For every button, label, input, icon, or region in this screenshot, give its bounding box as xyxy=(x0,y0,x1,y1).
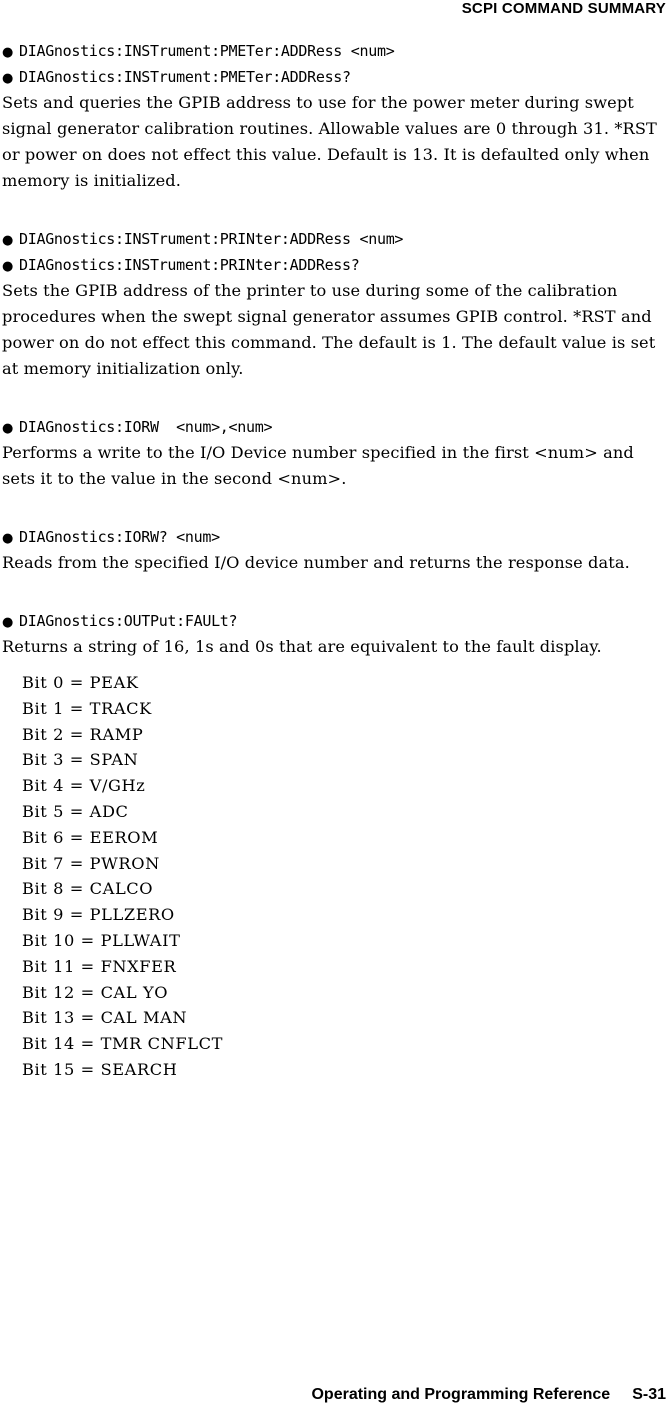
command-description: Performs a write to the I/O Device number specified in the first <num> and sets it to the value in the second <num>. xyxy=(2,443,634,488)
command-syntax: DIAGnostics:IORW <num>,<num> xyxy=(19,418,273,436)
bullet-icon: ● xyxy=(2,531,14,546)
fault-bit-item: Bit 7 = PWRON xyxy=(22,853,160,873)
command-syntax: DIAGnostics:INSTrument:PMETer:ADDRess <num> xyxy=(19,42,395,60)
entry-iorw xyxy=(2,414,666,492)
command-description: Sets and queries the GPIB address to use for the power meter during swept signal generator calibration routines. Allowable values are 0 through 31. *RST or power on does not effect this value. Default is 13. It is defaulted only when memory is initialized. xyxy=(2,93,657,190)
command-description: Reads from the specified I/O device number and returns the response data. xyxy=(2,553,630,572)
command-line xyxy=(2,252,666,278)
fault-bit-item: Bit 10 = PLLWAIT xyxy=(22,930,181,950)
fault-bit-item: Bit 2 = RAMP xyxy=(22,724,144,744)
command-line xyxy=(2,608,666,634)
bullet-icon: ● xyxy=(2,259,14,274)
fault-bit-item: Bit 13 = CAL MAN xyxy=(22,1008,188,1028)
command-syntax: DIAGnostics:INSTrument:PRINter:ADDRess <num> xyxy=(19,230,404,248)
command-syntax: DIAGnostics:OUTPut:FAULt? xyxy=(19,612,238,630)
fault-bit-item: Bit 15 = SEARCH xyxy=(22,1059,178,1079)
bullet-icon: ● xyxy=(2,71,14,86)
page-footer xyxy=(311,1384,666,1406)
fault-bit-item: Bit 12 = CAL YO xyxy=(22,982,169,1002)
fault-bit-item: Bit 4 = V/GHz xyxy=(22,776,146,796)
command-description: Sets the GPIB address of the printer to use during some of the calibration procedures when the swept signal generator assumes GPIB control. *RST and power on do not effect this command. The default is 1. The default value is set at memory initialization only. xyxy=(2,281,656,378)
entry-printer-address xyxy=(2,226,666,382)
entry-pmeter-address xyxy=(2,38,666,194)
command-line xyxy=(2,38,666,64)
bullet-icon: ● xyxy=(2,421,14,436)
footer-section-title: Operating and Programming Reference xyxy=(311,1386,611,1403)
command-syntax: DIAGnostics:IORW? <num> xyxy=(19,528,220,546)
command-line xyxy=(2,414,666,440)
fault-bit-item: Bit 8 = CALCO xyxy=(22,879,154,899)
fault-bit-item: Bit 14 = TMR CNFLCT xyxy=(22,1034,223,1054)
entry-output-fault xyxy=(2,608,666,1083)
fault-bit-item: Bit 0 = PEAK xyxy=(22,673,139,692)
page-number: S-31 xyxy=(632,1386,666,1403)
bullet-icon: ● xyxy=(2,45,14,60)
fault-bit-item: Bit 6 = EEROM xyxy=(22,827,159,847)
running-header: SCPI COMMAND SUMMARY xyxy=(461,0,666,17)
fault-bit-item: Bit 9 = PLLZERO xyxy=(22,905,175,925)
bullet-icon: ● xyxy=(2,233,14,248)
command-syntax: DIAGnostics:INSTrument:PMETer:ADDRess? xyxy=(19,68,351,86)
entry-iorw-query xyxy=(2,524,666,576)
fault-bit-list xyxy=(2,670,666,1083)
fault-bit-item: Bit 1 = TRACK xyxy=(22,698,152,718)
command-line xyxy=(2,226,666,252)
bullet-icon: ● xyxy=(2,615,14,630)
command-line xyxy=(2,64,666,90)
fault-bit-item: Bit 5 = ADC xyxy=(22,801,129,821)
fault-bit-item: Bit 3 = SPAN xyxy=(22,750,139,770)
fault-bit-item: Bit 11 = FNXFER xyxy=(22,956,177,976)
command-syntax: DIAGnostics:INSTrument:PRINter:ADDRess? xyxy=(19,256,360,274)
page-content xyxy=(2,38,666,1115)
command-description: Returns a string of 16, 1s and 0s that are equivalent to the fault display. xyxy=(2,637,602,656)
command-line xyxy=(2,524,666,550)
